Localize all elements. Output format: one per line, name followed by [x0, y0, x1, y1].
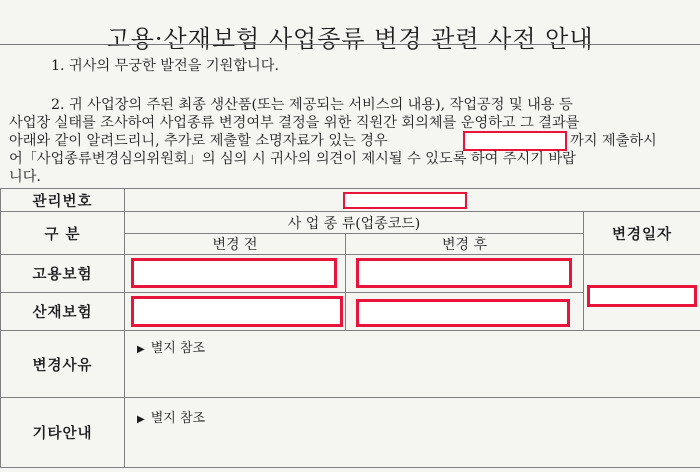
- arrow-icon: ▶: [137, 344, 145, 355]
- change-reason-label: 변경사유: [1, 331, 125, 398]
- other-info-note: [137, 407, 205, 426]
- management-number-value: [125, 189, 700, 212]
- title-divider: [0, 44, 700, 45]
- paragraph-1: 1. 귀사의 무궁한 발전을 기원합니다.: [51, 58, 279, 74]
- change-reason-cell: [125, 331, 700, 398]
- table-row-management-number: [1, 189, 700, 212]
- management-number-label: 관리번호: [1, 189, 125, 212]
- accident-after-cell: [346, 293, 584, 331]
- arrow-icon: ▶: [137, 414, 145, 425]
- redacted-management-number: [343, 192, 467, 209]
- redacted-change-date: [587, 285, 697, 307]
- business-type-header: 사 업 종 류(업종코드): [125, 212, 584, 234]
- other-info-cell: [125, 398, 700, 468]
- before-change-header: 변경 전: [125, 234, 346, 255]
- paragraph-2-line-3-tail: 까지 제출하시: [570, 133, 657, 149]
- redacted-deadline-date: [463, 131, 567, 151]
- other-info-label: 기타안내: [1, 398, 125, 468]
- category-label: 구 분: [1, 212, 125, 255]
- employment-after-cell: [346, 255, 584, 293]
- after-change-header: 변경 후: [346, 234, 584, 255]
- redacted-employment-before: [131, 258, 337, 288]
- change-date-cell: [584, 255, 700, 331]
- table-row-change-reason: [1, 331, 700, 398]
- change-reason-note-text: 별지 참조: [150, 341, 206, 356]
- employment-before-cell: [125, 255, 346, 293]
- document-title: 고용·산재보험 사업종류 변경 관련 사전 안내: [106, 25, 594, 53]
- redacted-employment-after: [356, 258, 572, 288]
- change-date-header: 변경일자: [584, 212, 700, 255]
- employment-insurance-label: 고용보험: [1, 255, 125, 293]
- paragraph-2-line-3: 아래와 같이 알려드리니, 추가로 제출할 소명자료가 있는 경우: [9, 133, 388, 149]
- paragraph-2-line-4: 어「사업종류변경심의위원회」의 심의 시 귀사의 의견이 제시될 수 있도록 하여 주시기 바랍: [9, 151, 576, 167]
- paragraph-2-line-2: 사업장 실태를 조사하여 사업종류 변경여부 결정을 위한 직원간 회의체를 운영하고 그 결과를: [9, 115, 580, 131]
- redacted-accident-before: [131, 296, 343, 327]
- business-type-table: [0, 188, 700, 468]
- other-info-note-text: 별지 참조: [150, 411, 206, 426]
- table-row-employment-insurance: [1, 255, 700, 293]
- accident-before-cell: [125, 293, 346, 331]
- paragraph-2-line-1: 2. 귀 사업장의 주된 최종 생산품(또는 제공되는 서비스의 내용), 작업공정 및 내용 등: [51, 97, 573, 113]
- accident-insurance-label: 산재보험: [1, 293, 125, 331]
- paragraph-2-line-5: 니다.: [9, 169, 41, 185]
- change-reason-note: [137, 337, 205, 356]
- redacted-accident-after: [356, 299, 570, 327]
- table-row-other-info: [1, 398, 700, 468]
- table-header-row-1: [1, 212, 700, 234]
